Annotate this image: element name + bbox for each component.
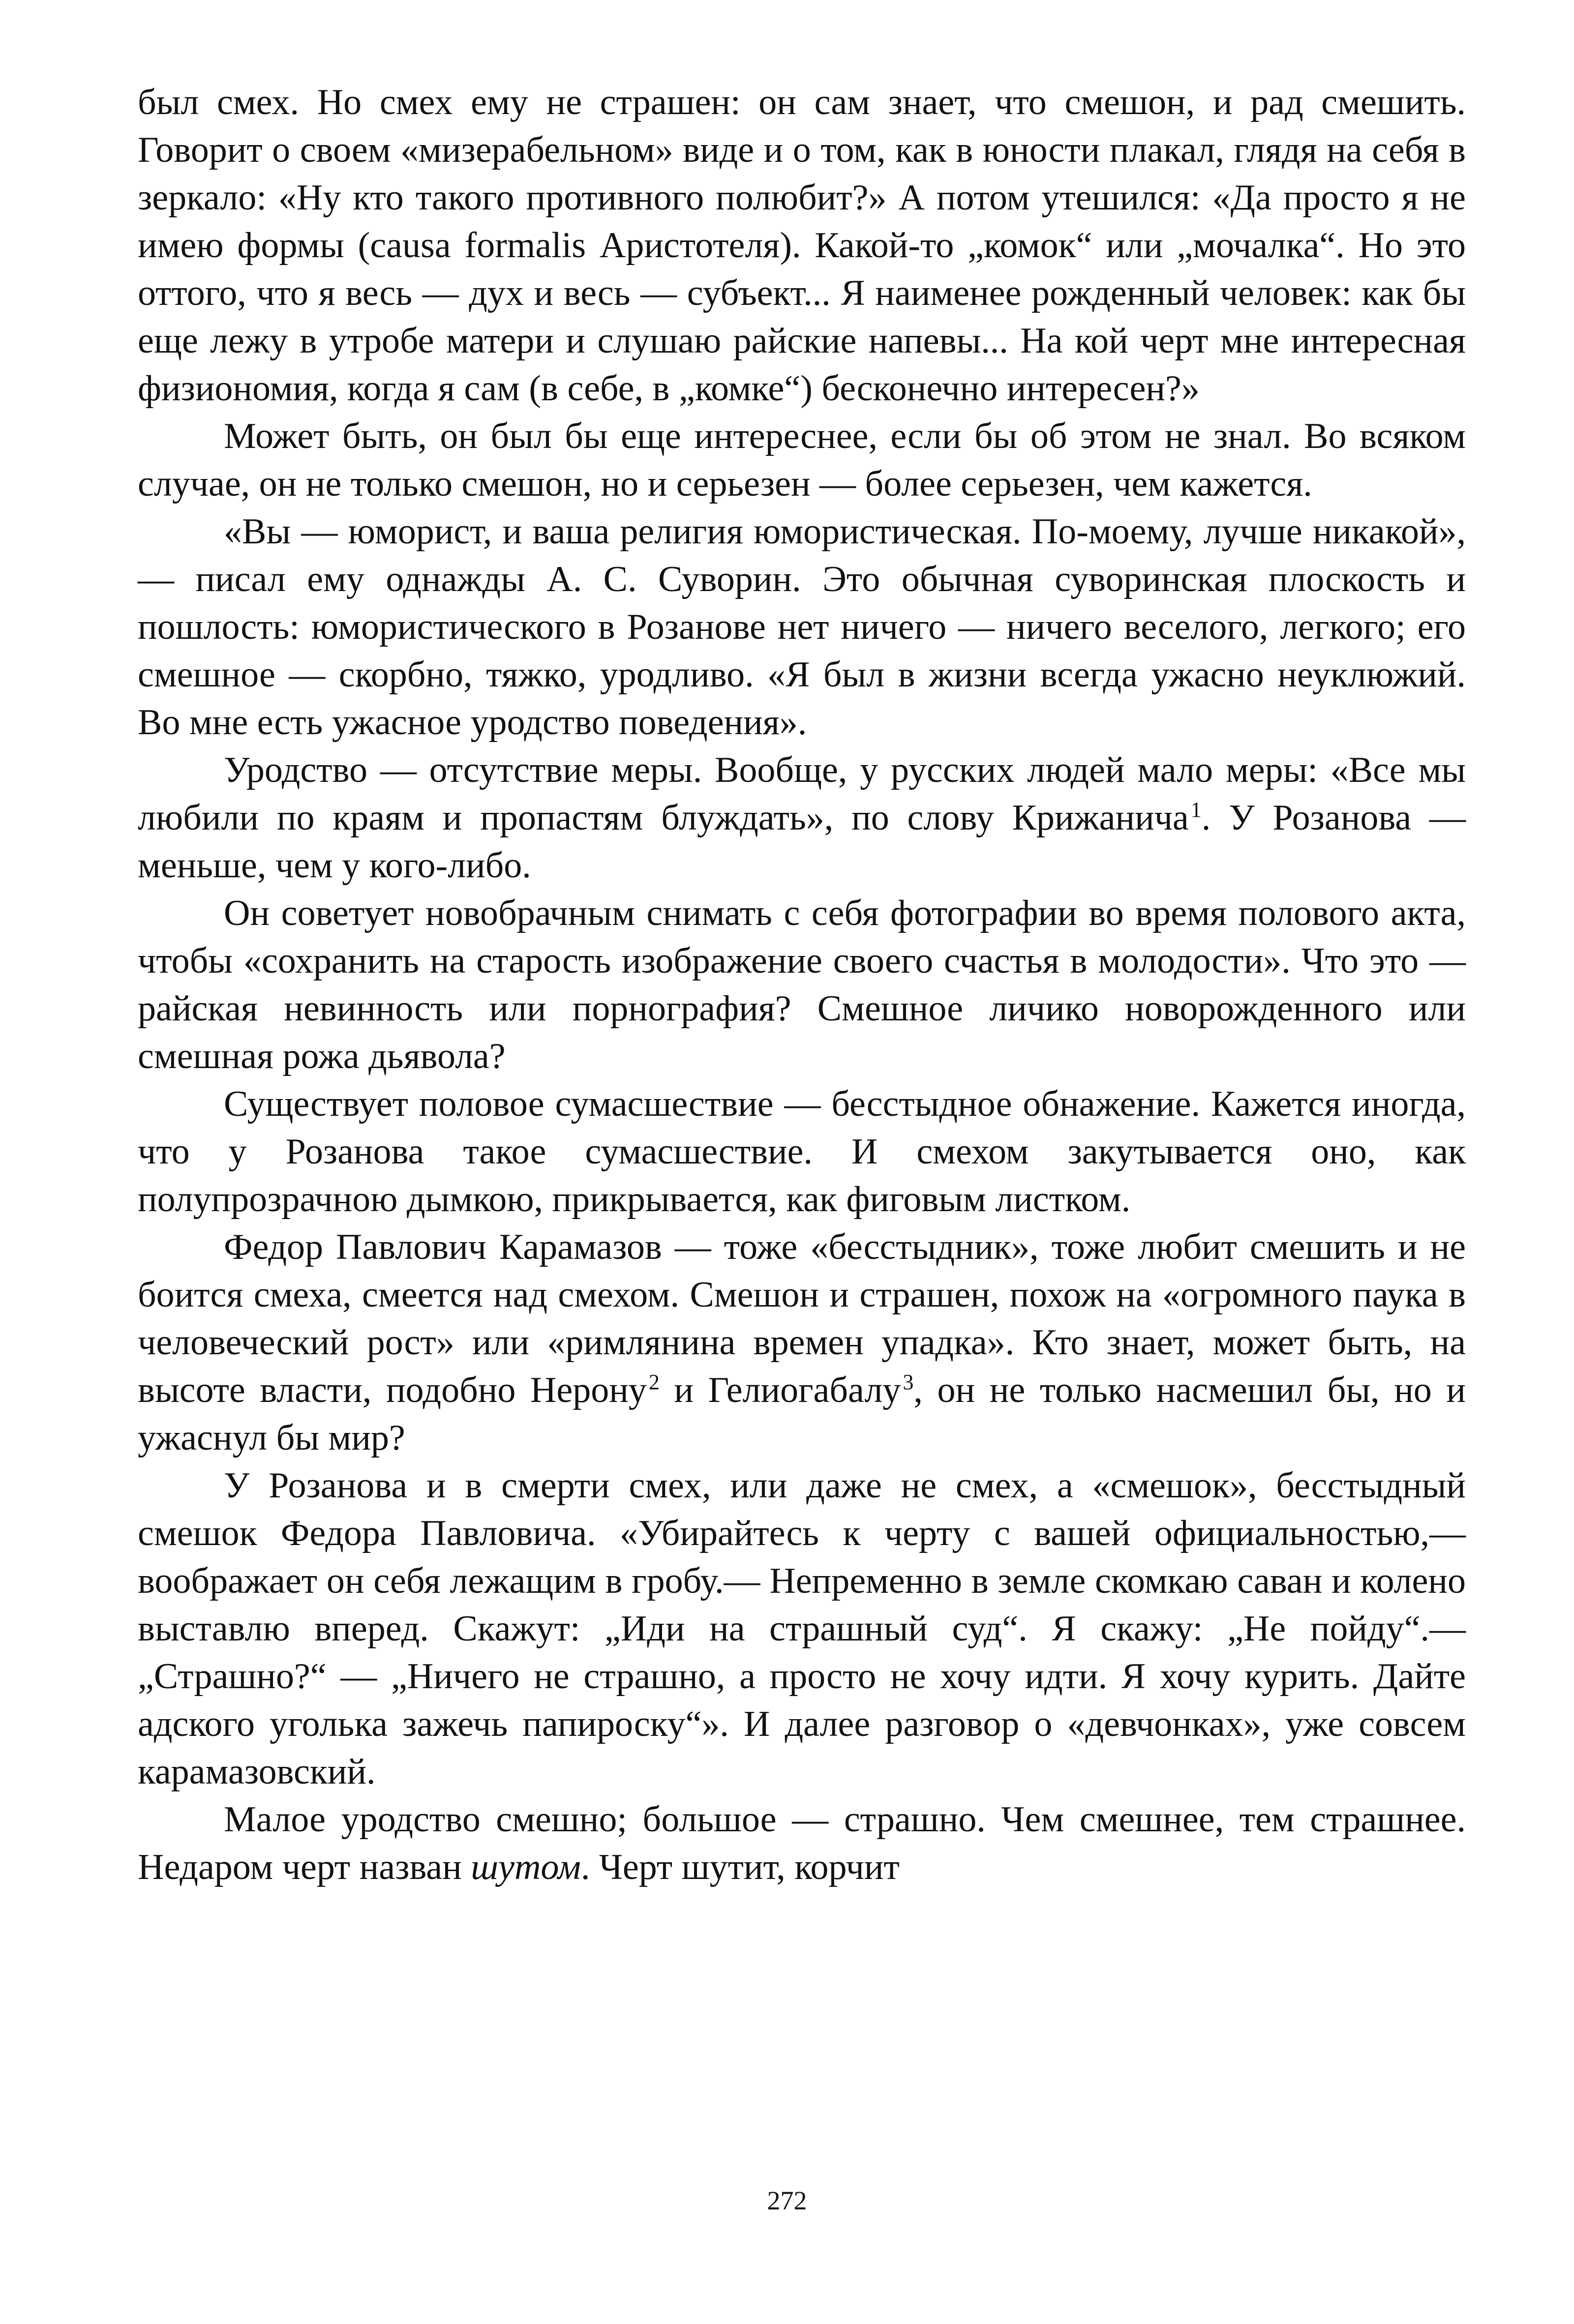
footnote-marker: 3 xyxy=(903,1370,914,1395)
paragraph xyxy=(138,413,1466,508)
paragraph xyxy=(138,746,1466,890)
text-segment: Уродство — отсутствие меры. Вообще, у русских людей мало меры: «Все мы любили по краям и пропастям блуждать», по слову Крижанича xyxy=(138,750,1466,838)
paragraph xyxy=(138,79,1466,413)
text-segment: Может быть, он был бы еще интереснее, если бы об этом не знал. Во всяком случае, он не только смешон, но и серьезен — более серьезен, чем кажется. xyxy=(138,416,1466,504)
paragraph xyxy=(138,1080,1466,1223)
text-segment: «Вы — юморист, и ваша религия юмористическая. По-моему, лучше никакой»,— писал ему однажды А. С. Суворин. Это обычная суворинская плоскость и пошлость: юмористического в Розанове нет ничего — ничего веселого, легкого; его смешное — скорбно, тяжко, уродливо. «Я был в жизни всегда ужасно неуклюжий. Во мне есть ужасное уродство поведения». xyxy=(138,511,1466,743)
text-segment: . Черт шутит, корчит xyxy=(580,1847,900,1887)
paragraph xyxy=(138,1223,1466,1462)
text-segment: У Розанова и в смерти смех, или даже не смех, а «смешок», бесстыдный смешок Федора Павловича. «Убирайтесь к черту с вашей официальностью,— воображает он себя лежащим в гробу.— Непременно в земле скомкаю саван и колено выставлю вперед. Скажут: „Иди на страшный суд“. Я скажу: „Не пойду“.— „Страшно?“ — „Ничего не страшно, а просто не хочу идти. Я хочу курить. Дайте адского уголька зажечь папироску“». И далее разговор о «девчонках», уже совсем карамазовский. xyxy=(138,1465,1466,1792)
text-segment: Малое уродство смешно; большое — страшно. Чем смешнее, тем страшнее. Недаром черт назван xyxy=(138,1799,1466,1887)
italic-text: шутом xyxy=(471,1847,581,1887)
page-body xyxy=(138,79,1466,1891)
paragraph xyxy=(138,508,1466,746)
text-segment: Федор Павлович Карамазов — тоже «бесстыдник», тоже любит смешить и не боится смеха, смеется над смехом. Смешон и страшен, похож на «огромного паука в человеческий рост» или «римлянина времен упадка». Кто знает, может быть, на высоте власти, подобно Нерону xyxy=(138,1227,1466,1410)
text-segment: и Гелиогабалу xyxy=(659,1370,901,1410)
footnote-marker: 1 xyxy=(1190,798,1202,822)
footnote-marker: 2 xyxy=(648,1370,660,1395)
text-segment: , он не только насмешил бы, но и ужаснул бы мир? xyxy=(138,1370,1466,1458)
text-segment: Он советует новобрачным снимать с себя фотографии во время полового акта, чтобы «сохранить на старость изображение своего счастья в молодости». Что это — райская невинность или порнография? Смешное личико новорожденного или смешная рожа дьявола? xyxy=(138,893,1466,1076)
paragraph xyxy=(138,1462,1466,1796)
text-segment: был смех. Но смех ему не страшен: он сам знает, что смешон, и рад смешить. Говорит о своем «мизерабельном» виде и о том, как в юности плакал, глядя на себя в зеркало: «Ну кто такого противного полюбит?» А потом утешился: «Да просто я не имею формы (causa formalis Аристотеля). Какой-то „комок“ или „мочалка“. Но это оттого, что я весь — дух и весь — субъект... Я наименее рожденный человек: как бы еще лежу в утробе матери и слушаю райские напевы... На кой черт мне интересная физиономия, когда я сам (в себе, в „комке“) бесконечно интересен?» xyxy=(138,82,1466,409)
paragraph xyxy=(138,890,1466,1080)
text-segment: . У Розанова — меньше, чем у кого-либо. xyxy=(138,798,1466,886)
page-number: 272 xyxy=(767,2186,807,2215)
text-segment: Существует половое сумасшествие — бесстыдное обнажение. Кажется иногда, что у Розанова такое сумасшествие. И смехом закутывается оно, как полупрозрачною дымкою, прикрывается, как фиговым листком. xyxy=(138,1084,1466,1220)
paragraph xyxy=(138,1796,1466,1891)
